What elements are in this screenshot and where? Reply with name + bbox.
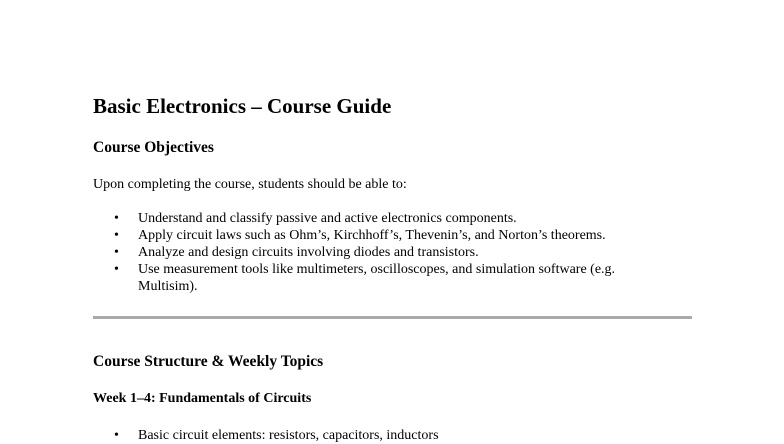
- objectives-intro: Upon completing the course, students should be able to:: [93, 177, 407, 192]
- list-item-text: Use measurement tools like multimeters, oscilloscopes, and simulation software (e.g. Multisim).: [138, 262, 616, 294]
- bullet-icon: •: [114, 428, 119, 443]
- horizontal-rule: [93, 316, 692, 319]
- list-item: [0, 227, 673, 244]
- list-item-text: Apply circuit laws such as Ohm’s, Kirchhoff’s, Thevenin’s, and Norton’s theorems.: [138, 228, 606, 243]
- list-item: [0, 261, 673, 295]
- course-objectives-heading: Course Objectives: [93, 139, 214, 156]
- course-structure-heading: Course Structure & Weekly Topics: [93, 353, 324, 370]
- bullet-icon: •: [114, 228, 119, 243]
- list-item-text: Basic circuit elements: resistors, capacitors, inductors: [138, 428, 439, 443]
- list-item: [0, 244, 673, 261]
- bullet-icon: •: [114, 262, 119, 277]
- bullet-icon: •: [114, 211, 119, 226]
- list-item-text: Understand and classify passive and active electronics components.: [138, 211, 517, 226]
- week-topics-list: [0, 427, 673, 444]
- list-item: [0, 210, 673, 227]
- list-item: [0, 427, 673, 444]
- week-heading: Week 1–4: Fundamentals of Circuits: [93, 391, 312, 406]
- list-item-text: Analyze and design circuits involving diodes and transistors.: [138, 245, 479, 260]
- bullet-icon: •: [114, 245, 119, 260]
- document-title: Basic Electronics – Course Guide: [93, 94, 392, 118]
- objectives-list: [0, 210, 673, 295]
